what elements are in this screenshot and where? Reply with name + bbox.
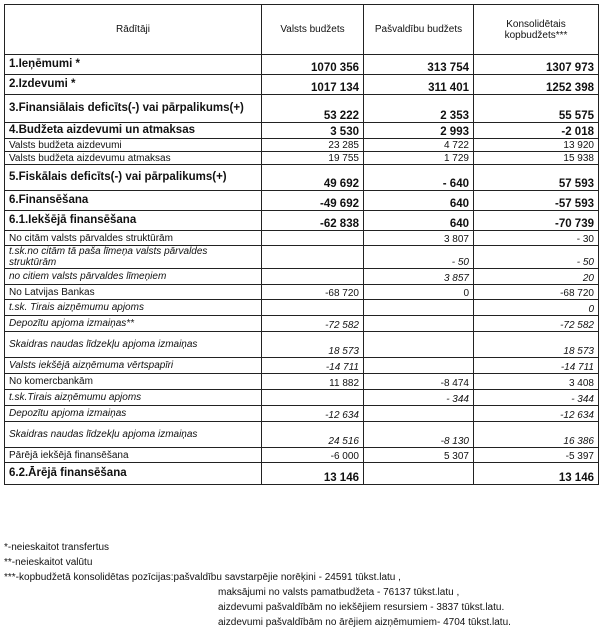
- state-budget-cell: -12 634: [262, 406, 364, 422]
- municipal-budget-cell: 640: [364, 191, 474, 211]
- row-label: Valsts iekšējā aizņēmuma vērtspapīri: [5, 358, 262, 374]
- state-budget-cell: 3 530: [262, 123, 364, 139]
- table-row: [5, 246, 599, 269]
- municipal-budget-cell: 5 307: [364, 448, 474, 463]
- row-label: no citiem valsts pārvaldes līmeņiem: [5, 269, 262, 285]
- table-row: [5, 95, 599, 123]
- row-label: 2.Izdevumi *: [5, 75, 262, 95]
- row-label: t.sk.no citām tā paša līmeņa valsts pārvaldes struktūrām: [5, 246, 262, 269]
- row-label: Skaidras naudas līdzekļu apjoma izmaiņas: [5, 332, 262, 358]
- consolidated-budget-cell: 13 920: [474, 139, 599, 152]
- consolidated-budget-cell: 18 573: [474, 332, 599, 358]
- state-budget-cell: 11 882: [262, 374, 364, 390]
- municipal-budget-cell: [364, 463, 474, 485]
- municipal-budget-cell: 2 353: [364, 95, 474, 123]
- header-municipal-budget: Pašvaldību budžets: [364, 5, 474, 55]
- header-indicator: Rādītāji: [5, 5, 262, 55]
- consolidated-budget-cell: 1307 973: [474, 55, 599, 75]
- table-row: [5, 332, 599, 358]
- row-label: 6.2.Ārējā finansēšana: [5, 463, 262, 485]
- municipal-budget-cell: 313 754: [364, 55, 474, 75]
- state-budget-cell: -6 000: [262, 448, 364, 463]
- municipal-budget-cell: [364, 316, 474, 332]
- state-budget-cell: 23 285: [262, 139, 364, 152]
- municipal-budget-cell: [364, 358, 474, 374]
- state-budget-cell: 13 146: [262, 463, 364, 485]
- table-row: [5, 55, 599, 75]
- table-row: [5, 316, 599, 332]
- header-state-budget: Valsts budžets: [262, 5, 364, 55]
- municipal-budget-cell: 2 993: [364, 123, 474, 139]
- municipal-budget-cell: -8 474: [364, 374, 474, 390]
- municipal-budget-cell: 4 722: [364, 139, 474, 152]
- municipal-budget-cell: 640: [364, 211, 474, 231]
- municipal-budget-cell: 3 807: [364, 231, 474, 246]
- municipal-budget-cell: -8 130: [364, 422, 474, 448]
- consolidated-budget-cell: 3 408: [474, 374, 599, 390]
- municipal-budget-cell: [364, 406, 474, 422]
- table-row: [5, 285, 599, 300]
- consolidated-budget-cell: 1252 398: [474, 75, 599, 95]
- consolidated-budget-cell: - 30: [474, 231, 599, 246]
- row-label: No Latvijas Bankas: [5, 285, 262, 300]
- state-budget-cell: [262, 231, 364, 246]
- state-budget-cell: -62 838: [262, 211, 364, 231]
- municipal-budget-cell: 0: [364, 285, 474, 300]
- footnote-1: *-neieskaitot transfertus: [4, 542, 110, 553]
- footnote-3-line-3: aizdevumi pašvaldībām no iekšējiem resursiem - 3837 tūkst.latu.: [218, 602, 505, 613]
- table-row: [5, 448, 599, 463]
- header-row: [5, 5, 599, 55]
- consolidated-budget-cell: 20: [474, 269, 599, 285]
- table-row: [5, 152, 599, 165]
- state-budget-cell: [262, 269, 364, 285]
- table-row: [5, 165, 599, 191]
- consolidated-budget-cell: 55 575: [474, 95, 599, 123]
- table-row: [5, 358, 599, 374]
- table-row: [5, 463, 599, 485]
- municipal-budget-cell: 3 857: [364, 269, 474, 285]
- consolidated-budget-cell: -68 720: [474, 285, 599, 300]
- table-row: [5, 406, 599, 422]
- budget-table: [4, 4, 599, 485]
- table-row: [5, 139, 599, 152]
- row-label: Depozītu apjoma izmaiņas: [5, 406, 262, 422]
- row-label: Depozītu apjoma izmaiņas**: [5, 316, 262, 332]
- state-budget-cell: [262, 300, 364, 316]
- row-label: 5.Fiskālais deficīts(-) vai pārpalikums(+): [5, 165, 262, 191]
- row-label: 4.Budžeta aizdevumi un atmaksas: [5, 123, 262, 139]
- table-row: [5, 374, 599, 390]
- state-budget-cell: 19 755: [262, 152, 364, 165]
- consolidated-budget-cell: -14 711: [474, 358, 599, 374]
- row-label: Pārējā iekšējā finansēšana: [5, 448, 262, 463]
- table-row: [5, 269, 599, 285]
- row-label: No komercbankām: [5, 374, 262, 390]
- municipal-budget-cell: [364, 332, 474, 358]
- row-label: 1.Ieņēmumi *: [5, 55, 262, 75]
- state-budget-cell: 1070 356: [262, 55, 364, 75]
- municipal-budget-cell: [364, 300, 474, 316]
- consolidated-budget-cell: -70 739: [474, 211, 599, 231]
- footnote-3: ***-kopbudžetā konsolidētas pozīcijas:pašvaldību savstarpējie norēķini - 24591 tūkst.latu ,: [4, 572, 401, 583]
- consolidated-budget-cell: - 50: [474, 246, 599, 269]
- table-row: [5, 390, 599, 406]
- footnotes: [4, 540, 598, 630]
- consolidated-budget-cell: - 344: [474, 390, 599, 406]
- consolidated-budget-cell: -2 018: [474, 123, 599, 139]
- footnote-3-line-2: maksājumi no valsts pamatbudžeta - 76137 tūkst.latu ,: [218, 587, 460, 598]
- consolidated-budget-cell: 16 386: [474, 422, 599, 448]
- row-label: Valsts budžeta aizdevumu atmaksas: [5, 152, 262, 165]
- state-budget-cell: 24 516: [262, 422, 364, 448]
- municipal-budget-cell: 1 729: [364, 152, 474, 165]
- table-row: [5, 191, 599, 211]
- table-row: [5, 300, 599, 316]
- consolidated-budget-cell: -72 582: [474, 316, 599, 332]
- row-label: Skaidras naudas līdzekļu apjoma izmaiņas: [5, 422, 262, 448]
- state-budget-cell: [262, 246, 364, 269]
- row-label: 3.Finansiālais deficīts(-) vai pārpalikums(+): [5, 95, 262, 123]
- municipal-budget-cell: 311 401: [364, 75, 474, 95]
- footnote-3-line-4: aizdevumi pašvaldībām no ārējiem aizņēmumiem- 4704 tūkst.latu.: [218, 617, 511, 628]
- consolidated-budget-cell: 57 593: [474, 165, 599, 191]
- row-label: 6.1.Iekšējā finansēšana: [5, 211, 262, 231]
- table-row: [5, 231, 599, 246]
- consolidated-budget-cell: 15 938: [474, 152, 599, 165]
- table-row: [5, 422, 599, 448]
- header-consolidated-budget: Konsolidētais kopbudžets***: [474, 5, 599, 55]
- row-label: t.sk. Tirais aizņēmumu apjoms: [5, 300, 262, 316]
- state-budget-cell: 18 573: [262, 332, 364, 358]
- table-row: [5, 75, 599, 95]
- consolidated-budget-cell: -5 397: [474, 448, 599, 463]
- state-budget-cell: -72 582: [262, 316, 364, 332]
- consolidated-budget-cell: 0: [474, 300, 599, 316]
- municipal-budget-cell: - 50: [364, 246, 474, 269]
- municipal-budget-cell: - 640: [364, 165, 474, 191]
- state-budget-cell: -49 692: [262, 191, 364, 211]
- footnote-2: **-neieskaitot valūtu: [4, 557, 93, 568]
- state-budget-cell: 53 222: [262, 95, 364, 123]
- state-budget-cell: 49 692: [262, 165, 364, 191]
- table-row: [5, 123, 599, 139]
- state-budget-cell: [262, 390, 364, 406]
- consolidated-budget-cell: -12 634: [474, 406, 599, 422]
- consolidated-budget-cell: -57 593: [474, 191, 599, 211]
- row-label: Valsts budžeta aizdevumi: [5, 139, 262, 152]
- row-label: No citām valsts pārvaldes struktūrām: [5, 231, 262, 246]
- state-budget-cell: -14 711: [262, 358, 364, 374]
- consolidated-budget-cell: 13 146: [474, 463, 599, 485]
- municipal-budget-cell: - 344: [364, 390, 474, 406]
- state-budget-cell: -68 720: [262, 285, 364, 300]
- row-label: 6.Finansēšana: [5, 191, 262, 211]
- row-label: t.sk.Tirais aizņēmumu apjoms: [5, 390, 262, 406]
- state-budget-cell: 1017 134: [262, 75, 364, 95]
- table-row: [5, 211, 599, 231]
